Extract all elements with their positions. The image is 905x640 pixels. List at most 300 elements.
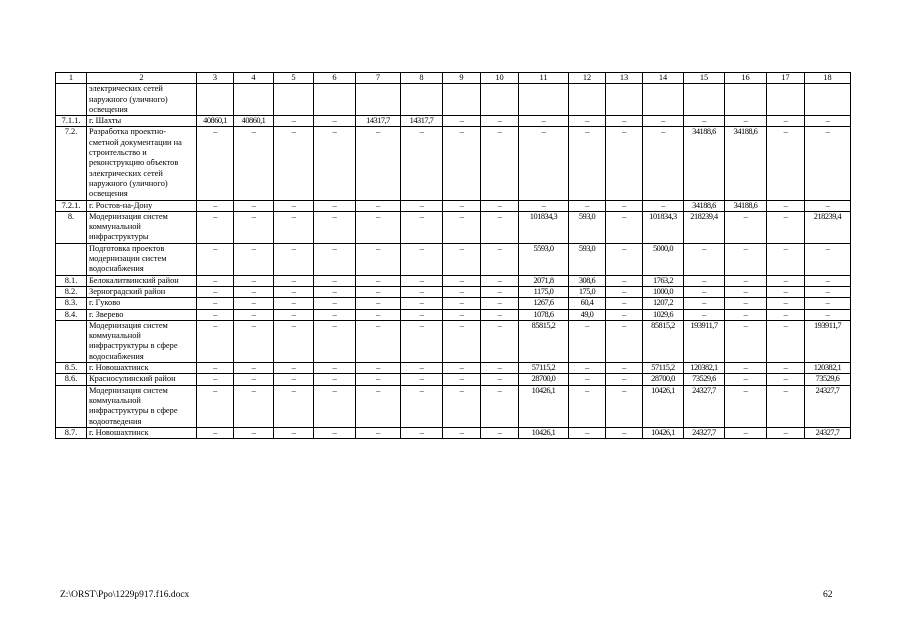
row-name: Белокалитвинский район xyxy=(87,275,197,286)
value-cell: – xyxy=(234,211,274,243)
table-row xyxy=(56,374,851,385)
value-cell: – xyxy=(725,116,767,127)
value-cell: – xyxy=(725,275,767,286)
value-cell: – xyxy=(443,363,481,374)
value-cell: – xyxy=(606,286,643,297)
value-cell: 14317,7 xyxy=(356,116,401,127)
value-cell: – xyxy=(767,211,805,243)
value-cell: – xyxy=(606,116,643,127)
value-cell: 24327,7 xyxy=(805,385,851,427)
value-cell: – xyxy=(767,427,805,438)
value-cell: – xyxy=(443,320,481,362)
value-cell: – xyxy=(725,211,767,243)
value-cell: – xyxy=(314,385,356,427)
value-cell: – xyxy=(767,286,805,297)
value-cell: – xyxy=(234,286,274,297)
value-cell: – xyxy=(197,309,234,320)
value-cell: – xyxy=(234,275,274,286)
header-cell: 7 xyxy=(356,73,401,84)
value-cell: – xyxy=(569,427,606,438)
header-cell: 1 xyxy=(56,73,87,84)
value-cell: 2071,8 xyxy=(519,275,569,286)
row-name: Модернизация систем коммунальной инфраструктуры в сфере водоотведения xyxy=(87,385,197,427)
row-name: Модернизация систем коммунальной инфраструктуры в сфере водоснабжения xyxy=(87,320,197,362)
row-number: 8.1. xyxy=(56,275,87,286)
value-cell: – xyxy=(356,374,401,385)
value-cell: – xyxy=(274,200,314,211)
table-row xyxy=(56,427,851,438)
value-cell: – xyxy=(569,374,606,385)
value-cell: 28700,0 xyxy=(643,374,684,385)
value-cell: 1207,2 xyxy=(643,298,684,309)
value-cell: – xyxy=(481,275,519,286)
value-cell: – xyxy=(443,243,481,275)
value-cell: – xyxy=(314,363,356,374)
header-cell: 8 xyxy=(401,73,443,84)
header-cell: 18 xyxy=(805,73,851,84)
value-cell: – xyxy=(725,374,767,385)
value-cell: – xyxy=(197,385,234,427)
value-cell: – xyxy=(314,116,356,127)
value-cell: – xyxy=(443,385,481,427)
value-cell: – xyxy=(401,320,443,362)
value-cell: – xyxy=(197,200,234,211)
header-cell: 16 xyxy=(725,73,767,84)
value-cell: – xyxy=(234,427,274,438)
value-cell: – xyxy=(197,286,234,297)
row-number xyxy=(56,320,87,362)
value-cell: – xyxy=(443,298,481,309)
table-row xyxy=(56,363,851,374)
value-cell: – xyxy=(481,286,519,297)
row-name: г. Шахты xyxy=(87,116,197,127)
value-cell: 24327,7 xyxy=(684,427,725,438)
row-name: Модернизация систем коммунальной инфраструктуры xyxy=(87,211,197,243)
value-cell: – xyxy=(805,127,851,200)
value-cell xyxy=(606,84,643,116)
data-table xyxy=(55,72,851,439)
value-cell: – xyxy=(356,127,401,200)
value-cell xyxy=(481,84,519,116)
value-cell xyxy=(356,84,401,116)
value-cell: – xyxy=(767,363,805,374)
row-number: 8.7. xyxy=(56,427,87,438)
value-cell: – xyxy=(443,116,481,127)
header-cell: 9 xyxy=(443,73,481,84)
row-number: 7.2.1. xyxy=(56,200,87,211)
row-number: 8.4. xyxy=(56,309,87,320)
value-cell: 73529,6 xyxy=(684,374,725,385)
header-cell: 14 xyxy=(643,73,684,84)
value-cell: – xyxy=(197,374,234,385)
value-cell: – xyxy=(684,275,725,286)
table-row xyxy=(56,84,851,116)
value-cell: – xyxy=(606,320,643,362)
value-cell: – xyxy=(401,374,443,385)
value-cell xyxy=(569,84,606,116)
value-cell: – xyxy=(234,200,274,211)
value-cell: – xyxy=(569,127,606,200)
row-number xyxy=(56,243,87,275)
value-cell: 24327,7 xyxy=(684,385,725,427)
value-cell: – xyxy=(197,211,234,243)
value-cell: – xyxy=(356,363,401,374)
value-cell xyxy=(805,84,851,116)
value-cell: – xyxy=(643,200,684,211)
value-cell: 49,0 xyxy=(569,309,606,320)
value-cell: – xyxy=(443,286,481,297)
value-cell xyxy=(643,84,684,116)
value-cell: – xyxy=(606,427,643,438)
row-name: г. Зверево xyxy=(87,309,197,320)
header-cell: 17 xyxy=(767,73,805,84)
value-cell: – xyxy=(519,127,569,200)
value-cell xyxy=(274,84,314,116)
value-cell: – xyxy=(606,298,643,309)
value-cell: – xyxy=(234,385,274,427)
value-cell: – xyxy=(481,243,519,275)
value-cell: 218239,4 xyxy=(684,211,725,243)
value-cell: – xyxy=(725,427,767,438)
value-cell: – xyxy=(274,309,314,320)
row-number: 7.1.1. xyxy=(56,116,87,127)
value-cell: – xyxy=(481,363,519,374)
value-cell: – xyxy=(606,363,643,374)
value-cell: – xyxy=(481,320,519,362)
value-cell: – xyxy=(643,116,684,127)
value-cell: – xyxy=(197,298,234,309)
value-cell: 57115,2 xyxy=(519,363,569,374)
value-cell: 60,4 xyxy=(569,298,606,309)
value-cell: – xyxy=(356,427,401,438)
value-cell: – xyxy=(274,286,314,297)
value-cell: – xyxy=(767,200,805,211)
value-cell: – xyxy=(401,211,443,243)
value-cell: – xyxy=(725,309,767,320)
table-row xyxy=(56,385,851,427)
value-cell: – xyxy=(356,243,401,275)
value-cell: – xyxy=(356,309,401,320)
value-cell: – xyxy=(401,298,443,309)
row-number xyxy=(56,84,87,116)
header-cell: 15 xyxy=(684,73,725,84)
row-name: Зерноградский район xyxy=(87,286,197,297)
value-cell: 193911,7 xyxy=(684,320,725,362)
value-cell: 34188,6 xyxy=(684,127,725,200)
value-cell: – xyxy=(443,200,481,211)
value-cell: 120382,1 xyxy=(684,363,725,374)
row-name: Разработка проектно-сметной документации на строительство и реконструкцию объектов электрических сетей наружного (уличного) освещения xyxy=(87,127,197,200)
row-name: г. Ростов-на-Дону xyxy=(87,200,197,211)
row-name: электрических сетей наружного (уличного) освещения xyxy=(87,84,197,116)
header-cell: 10 xyxy=(481,73,519,84)
row-name: г. Новошахтинск xyxy=(87,363,197,374)
value-cell: – xyxy=(767,275,805,286)
value-cell: – xyxy=(684,298,725,309)
table-row xyxy=(56,275,851,286)
value-cell: – xyxy=(314,200,356,211)
value-cell: 593,0 xyxy=(569,243,606,275)
value-cell: 14317,7 xyxy=(401,116,443,127)
table-row xyxy=(56,127,851,200)
table-row xyxy=(56,320,851,362)
table-row xyxy=(56,116,851,127)
value-cell: – xyxy=(356,275,401,286)
file-path: Z:\ORST\Ppo\1229p917.f16.docx xyxy=(60,590,190,600)
value-cell: 34188,6 xyxy=(725,200,767,211)
value-cell: – xyxy=(234,309,274,320)
value-cell: – xyxy=(356,298,401,309)
value-cell xyxy=(401,84,443,116)
value-cell: 28700,0 xyxy=(519,374,569,385)
header-cell: 2 xyxy=(87,73,197,84)
value-cell: – xyxy=(606,243,643,275)
value-cell: – xyxy=(314,374,356,385)
value-cell: – xyxy=(274,385,314,427)
value-cell: – xyxy=(725,363,767,374)
value-cell: 10426,1 xyxy=(519,385,569,427)
value-cell: – xyxy=(314,275,356,286)
value-cell: – xyxy=(401,286,443,297)
value-cell: – xyxy=(197,320,234,362)
value-cell: – xyxy=(767,309,805,320)
value-cell: – xyxy=(767,320,805,362)
value-cell: – xyxy=(443,211,481,243)
value-cell: – xyxy=(481,374,519,385)
value-cell: – xyxy=(606,309,643,320)
value-cell: – xyxy=(805,286,851,297)
value-cell xyxy=(443,84,481,116)
value-cell: 5593,0 xyxy=(519,243,569,275)
value-cell: – xyxy=(401,363,443,374)
value-cell: 34188,6 xyxy=(725,127,767,200)
row-name: Красносулинский район xyxy=(87,374,197,385)
value-cell: – xyxy=(805,309,851,320)
value-cell: – xyxy=(569,385,606,427)
value-cell: – xyxy=(401,200,443,211)
value-cell: – xyxy=(401,243,443,275)
value-cell: 193911,7 xyxy=(805,320,851,362)
row-name: г. Гуково xyxy=(87,298,197,309)
value-cell: – xyxy=(314,309,356,320)
value-cell xyxy=(314,84,356,116)
value-cell: – xyxy=(274,363,314,374)
value-cell xyxy=(519,84,569,116)
value-cell: 120382,1 xyxy=(805,363,851,374)
value-cell: 101834,3 xyxy=(643,211,684,243)
value-cell: 10426,1 xyxy=(643,385,684,427)
value-cell: – xyxy=(481,427,519,438)
value-cell: – xyxy=(643,127,684,200)
value-cell: – xyxy=(274,211,314,243)
row-number: 8. xyxy=(56,211,87,243)
value-cell: – xyxy=(274,374,314,385)
value-cell xyxy=(725,84,767,116)
value-cell: – xyxy=(314,298,356,309)
value-cell: – xyxy=(606,275,643,286)
value-cell: – xyxy=(401,427,443,438)
value-cell: 85815,2 xyxy=(519,320,569,362)
header-cell: 3 xyxy=(197,73,234,84)
value-cell: – xyxy=(314,427,356,438)
value-cell: – xyxy=(767,243,805,275)
table-row xyxy=(56,309,851,320)
value-cell: – xyxy=(684,286,725,297)
value-cell: 73529,6 xyxy=(805,374,851,385)
value-cell: 308,6 xyxy=(569,275,606,286)
value-cell: – xyxy=(443,309,481,320)
value-cell: – xyxy=(481,200,519,211)
row-number: 7.2. xyxy=(56,127,87,200)
value-cell: – xyxy=(401,309,443,320)
value-cell: – xyxy=(197,127,234,200)
table-row xyxy=(56,200,851,211)
value-cell: 593,0 xyxy=(569,211,606,243)
value-cell: – xyxy=(356,211,401,243)
value-cell: 1078,6 xyxy=(519,309,569,320)
header-cell: 12 xyxy=(569,73,606,84)
header-cell: 4 xyxy=(234,73,274,84)
value-cell: – xyxy=(569,116,606,127)
value-cell: – xyxy=(443,374,481,385)
row-name: Подготовка проектов модернизации систем водоснабжения xyxy=(87,243,197,275)
value-cell: – xyxy=(234,320,274,362)
value-cell: – xyxy=(234,127,274,200)
value-cell: – xyxy=(481,127,519,200)
value-cell: 1175,0 xyxy=(519,286,569,297)
value-cell: – xyxy=(197,243,234,275)
value-cell: – xyxy=(725,243,767,275)
table-row xyxy=(56,211,851,243)
value-cell: – xyxy=(274,298,314,309)
value-cell: 1267,6 xyxy=(519,298,569,309)
value-cell: 5000,0 xyxy=(643,243,684,275)
value-cell: – xyxy=(197,363,234,374)
value-cell: 1029,6 xyxy=(643,309,684,320)
page-number: 62 xyxy=(823,590,833,600)
value-cell: – xyxy=(197,427,234,438)
value-cell xyxy=(197,84,234,116)
value-cell: – xyxy=(805,200,851,211)
value-cell: – xyxy=(725,385,767,427)
value-cell: – xyxy=(767,127,805,200)
value-cell: – xyxy=(481,298,519,309)
row-number xyxy=(56,385,87,427)
value-cell: – xyxy=(606,127,643,200)
value-cell: – xyxy=(569,363,606,374)
table-row xyxy=(56,298,851,309)
value-cell: – xyxy=(234,374,274,385)
header-cell: 13 xyxy=(606,73,643,84)
value-cell: 101834,3 xyxy=(519,211,569,243)
value-cell: – xyxy=(314,243,356,275)
value-cell: 1000,0 xyxy=(643,286,684,297)
value-cell: – xyxy=(234,363,274,374)
header-cell: 5 xyxy=(274,73,314,84)
value-cell: – xyxy=(274,127,314,200)
value-cell: 10426,1 xyxy=(643,427,684,438)
value-cell: – xyxy=(274,243,314,275)
value-cell: – xyxy=(805,116,851,127)
table-row xyxy=(56,286,851,297)
value-cell: – xyxy=(481,211,519,243)
value-cell: – xyxy=(767,298,805,309)
value-cell: – xyxy=(481,309,519,320)
value-cell: – xyxy=(569,200,606,211)
value-cell: – xyxy=(805,298,851,309)
header-cell: 11 xyxy=(519,73,569,84)
value-cell xyxy=(234,84,274,116)
value-cell: 218239,4 xyxy=(805,211,851,243)
value-cell: – xyxy=(274,427,314,438)
value-cell: – xyxy=(805,243,851,275)
value-cell: – xyxy=(725,286,767,297)
value-cell: – xyxy=(356,320,401,362)
value-cell: 85815,2 xyxy=(643,320,684,362)
header-row xyxy=(56,73,851,84)
row-name: г. Новошахтинск xyxy=(87,427,197,438)
value-cell: – xyxy=(606,385,643,427)
value-cell: 40860,1 xyxy=(197,116,234,127)
value-cell: 175,0 xyxy=(569,286,606,297)
value-cell: – xyxy=(725,320,767,362)
value-cell: – xyxy=(443,127,481,200)
value-cell: – xyxy=(684,116,725,127)
value-cell: – xyxy=(314,320,356,362)
value-cell: – xyxy=(274,116,314,127)
value-cell: – xyxy=(234,243,274,275)
value-cell: – xyxy=(274,320,314,362)
value-cell: – xyxy=(519,200,569,211)
value-cell: – xyxy=(314,127,356,200)
value-cell: – xyxy=(401,127,443,200)
value-cell: 10426,1 xyxy=(519,427,569,438)
value-cell xyxy=(684,84,725,116)
value-cell: – xyxy=(481,385,519,427)
value-cell: – xyxy=(767,116,805,127)
value-cell xyxy=(767,84,805,116)
value-cell: – xyxy=(274,275,314,286)
row-number: 8.5. xyxy=(56,363,87,374)
value-cell: 1763,2 xyxy=(643,275,684,286)
value-cell: – xyxy=(443,275,481,286)
header-cell: 6 xyxy=(314,73,356,84)
value-cell: – xyxy=(356,286,401,297)
value-cell: – xyxy=(767,385,805,427)
value-cell: – xyxy=(356,200,401,211)
value-cell: – xyxy=(314,286,356,297)
value-cell: – xyxy=(443,427,481,438)
value-cell: – xyxy=(314,211,356,243)
value-cell: – xyxy=(606,374,643,385)
value-cell: 34188,6 xyxy=(684,200,725,211)
row-number: 8.3. xyxy=(56,298,87,309)
value-cell: 24327,7 xyxy=(805,427,851,438)
row-number: 8.6. xyxy=(56,374,87,385)
value-cell: – xyxy=(401,275,443,286)
table-row xyxy=(56,243,851,275)
value-cell: 57115,2 xyxy=(643,363,684,374)
value-cell: – xyxy=(519,116,569,127)
table-body xyxy=(56,73,851,439)
value-cell: – xyxy=(481,116,519,127)
value-cell: – xyxy=(569,320,606,362)
row-number: 8.2. xyxy=(56,286,87,297)
value-cell: – xyxy=(684,309,725,320)
value-cell: – xyxy=(767,374,805,385)
value-cell: – xyxy=(197,275,234,286)
value-cell: – xyxy=(356,385,401,427)
